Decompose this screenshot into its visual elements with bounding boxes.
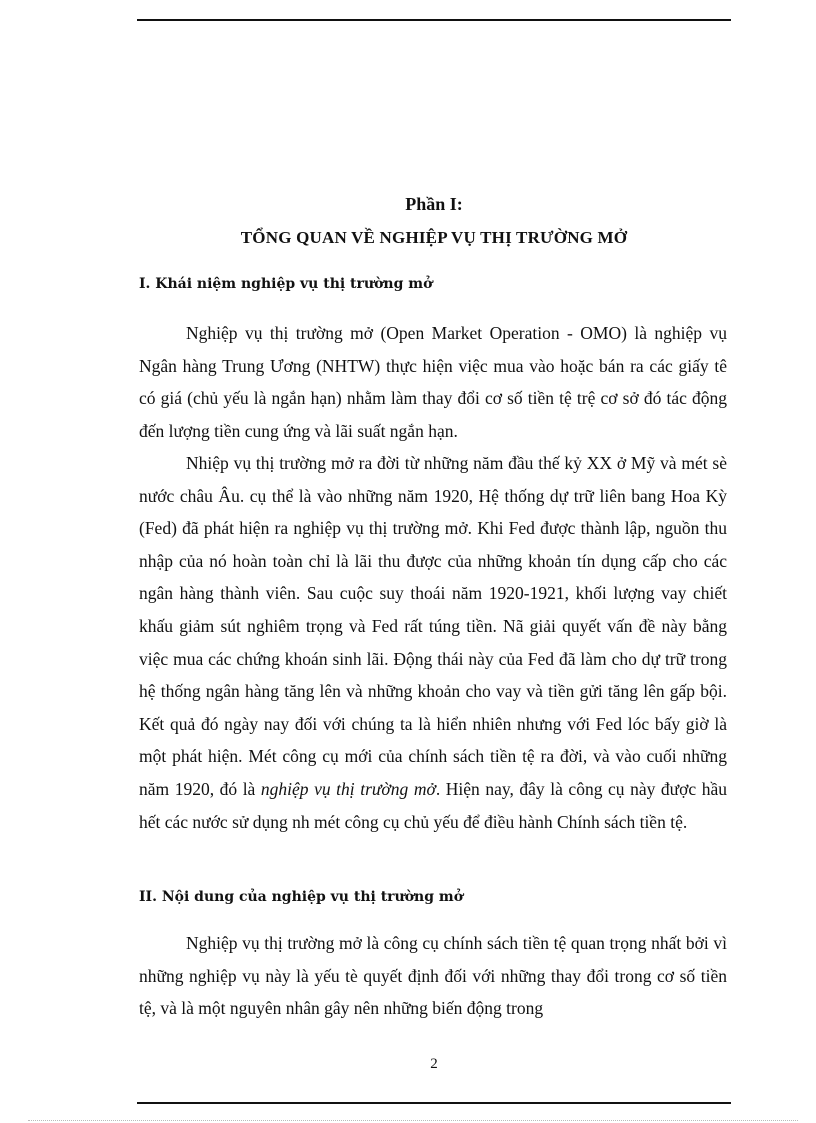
paragraph-3: Nghiệp vụ thị trường mở là công cụ chính sách tiền tệ quan trọng nhất bởi vì những nghiệp vụ này là yếu tè quyết định đối với những thay đổi trong cơ số tiền tệ, và là một nguyên nhân gây nên những biến động trong (139, 933, 727, 1019)
header-rule (137, 19, 731, 21)
page-break-dotted-line (28, 1120, 798, 1121)
paragraph-2-text-b: . Hiện nay, đây là công cụ này được hầu hết các nước sử dụng nh mét công cụ chủ yếu để điều hành Chính sách tiền tệ. (139, 778, 728, 832)
main-title: TỔNG QUAN VỀ NGHIỆP VỤ THỊ TRƯỜNG MỞ (240, 228, 628, 247)
section-1-heading: I. Khái niệm nghiệp vụ thị trường mở (139, 276, 433, 292)
footer-rule (137, 1102, 731, 1104)
part-title: Phần I: (405, 194, 463, 214)
page-number: 2 (430, 1056, 438, 1072)
paragraph-2-italic-term: nghiệp vụ thị trường mở (260, 778, 436, 799)
paragraph-2-text-a: Nhiệp vụ thị trường mở ra đời từ những năm đầu thế kỷ XX ở Mỹ và mét sè nước châu Âu. cụ thể là vào những năm 1920, Hệ thống dự trữ liên bang Hoa Kỳ (Fed) đã phát hiện ra nghiệp vụ thị trường mở. Khi Fed được thành lập, nguồn thu nhập của nó hoàn toàn chỉ là lãi thu được của những khoản tín dụng cấp cho các ngân hàng thành viên. Sau cuộc suy thoái năm 1920-1921, khối lượng vay chiết khấu giảm sút nghiêm trọng và Fed rất túng tiền. Nã giải quyết vấn đề này bằng việc mua các chứng khoán sinh lãi. Động thái này của Fed đã làm cho dự trữ trong hệ thống ngân hàng tăng lên và những khoản cho vay và tiền gửi tăng lên gấp bội. Kết quả đó ngày nay đối với chúng ta là hiển nhiên nhưng với Fed lóc bấy giờ là một phát hiện. Mét công cụ mới của chính sách tiền tệ ra đời, và vào cuối những năm 1920, đó là (139, 453, 727, 799)
section-2-heading: II. Nội dung của nghiệp vụ thị trường mở (139, 889, 464, 905)
paragraph-1: Nghiệp vụ thị trường mở (Open Market Operation - OMO) là nghiệp vụ Ngân hàng Trung Ương (NHTW) thực hiện việc mua vào hoặc bán ra các giấy tê có giá (chủ yếu là ngắn hạn) nhằm làm thay đổi cơ số tiền tệ trệ cơ sở đó tác động đến lượng tiền cung ứng và lãi suất ngắn hạn. (139, 323, 727, 441)
paragraph-2 (139, 447, 727, 838)
